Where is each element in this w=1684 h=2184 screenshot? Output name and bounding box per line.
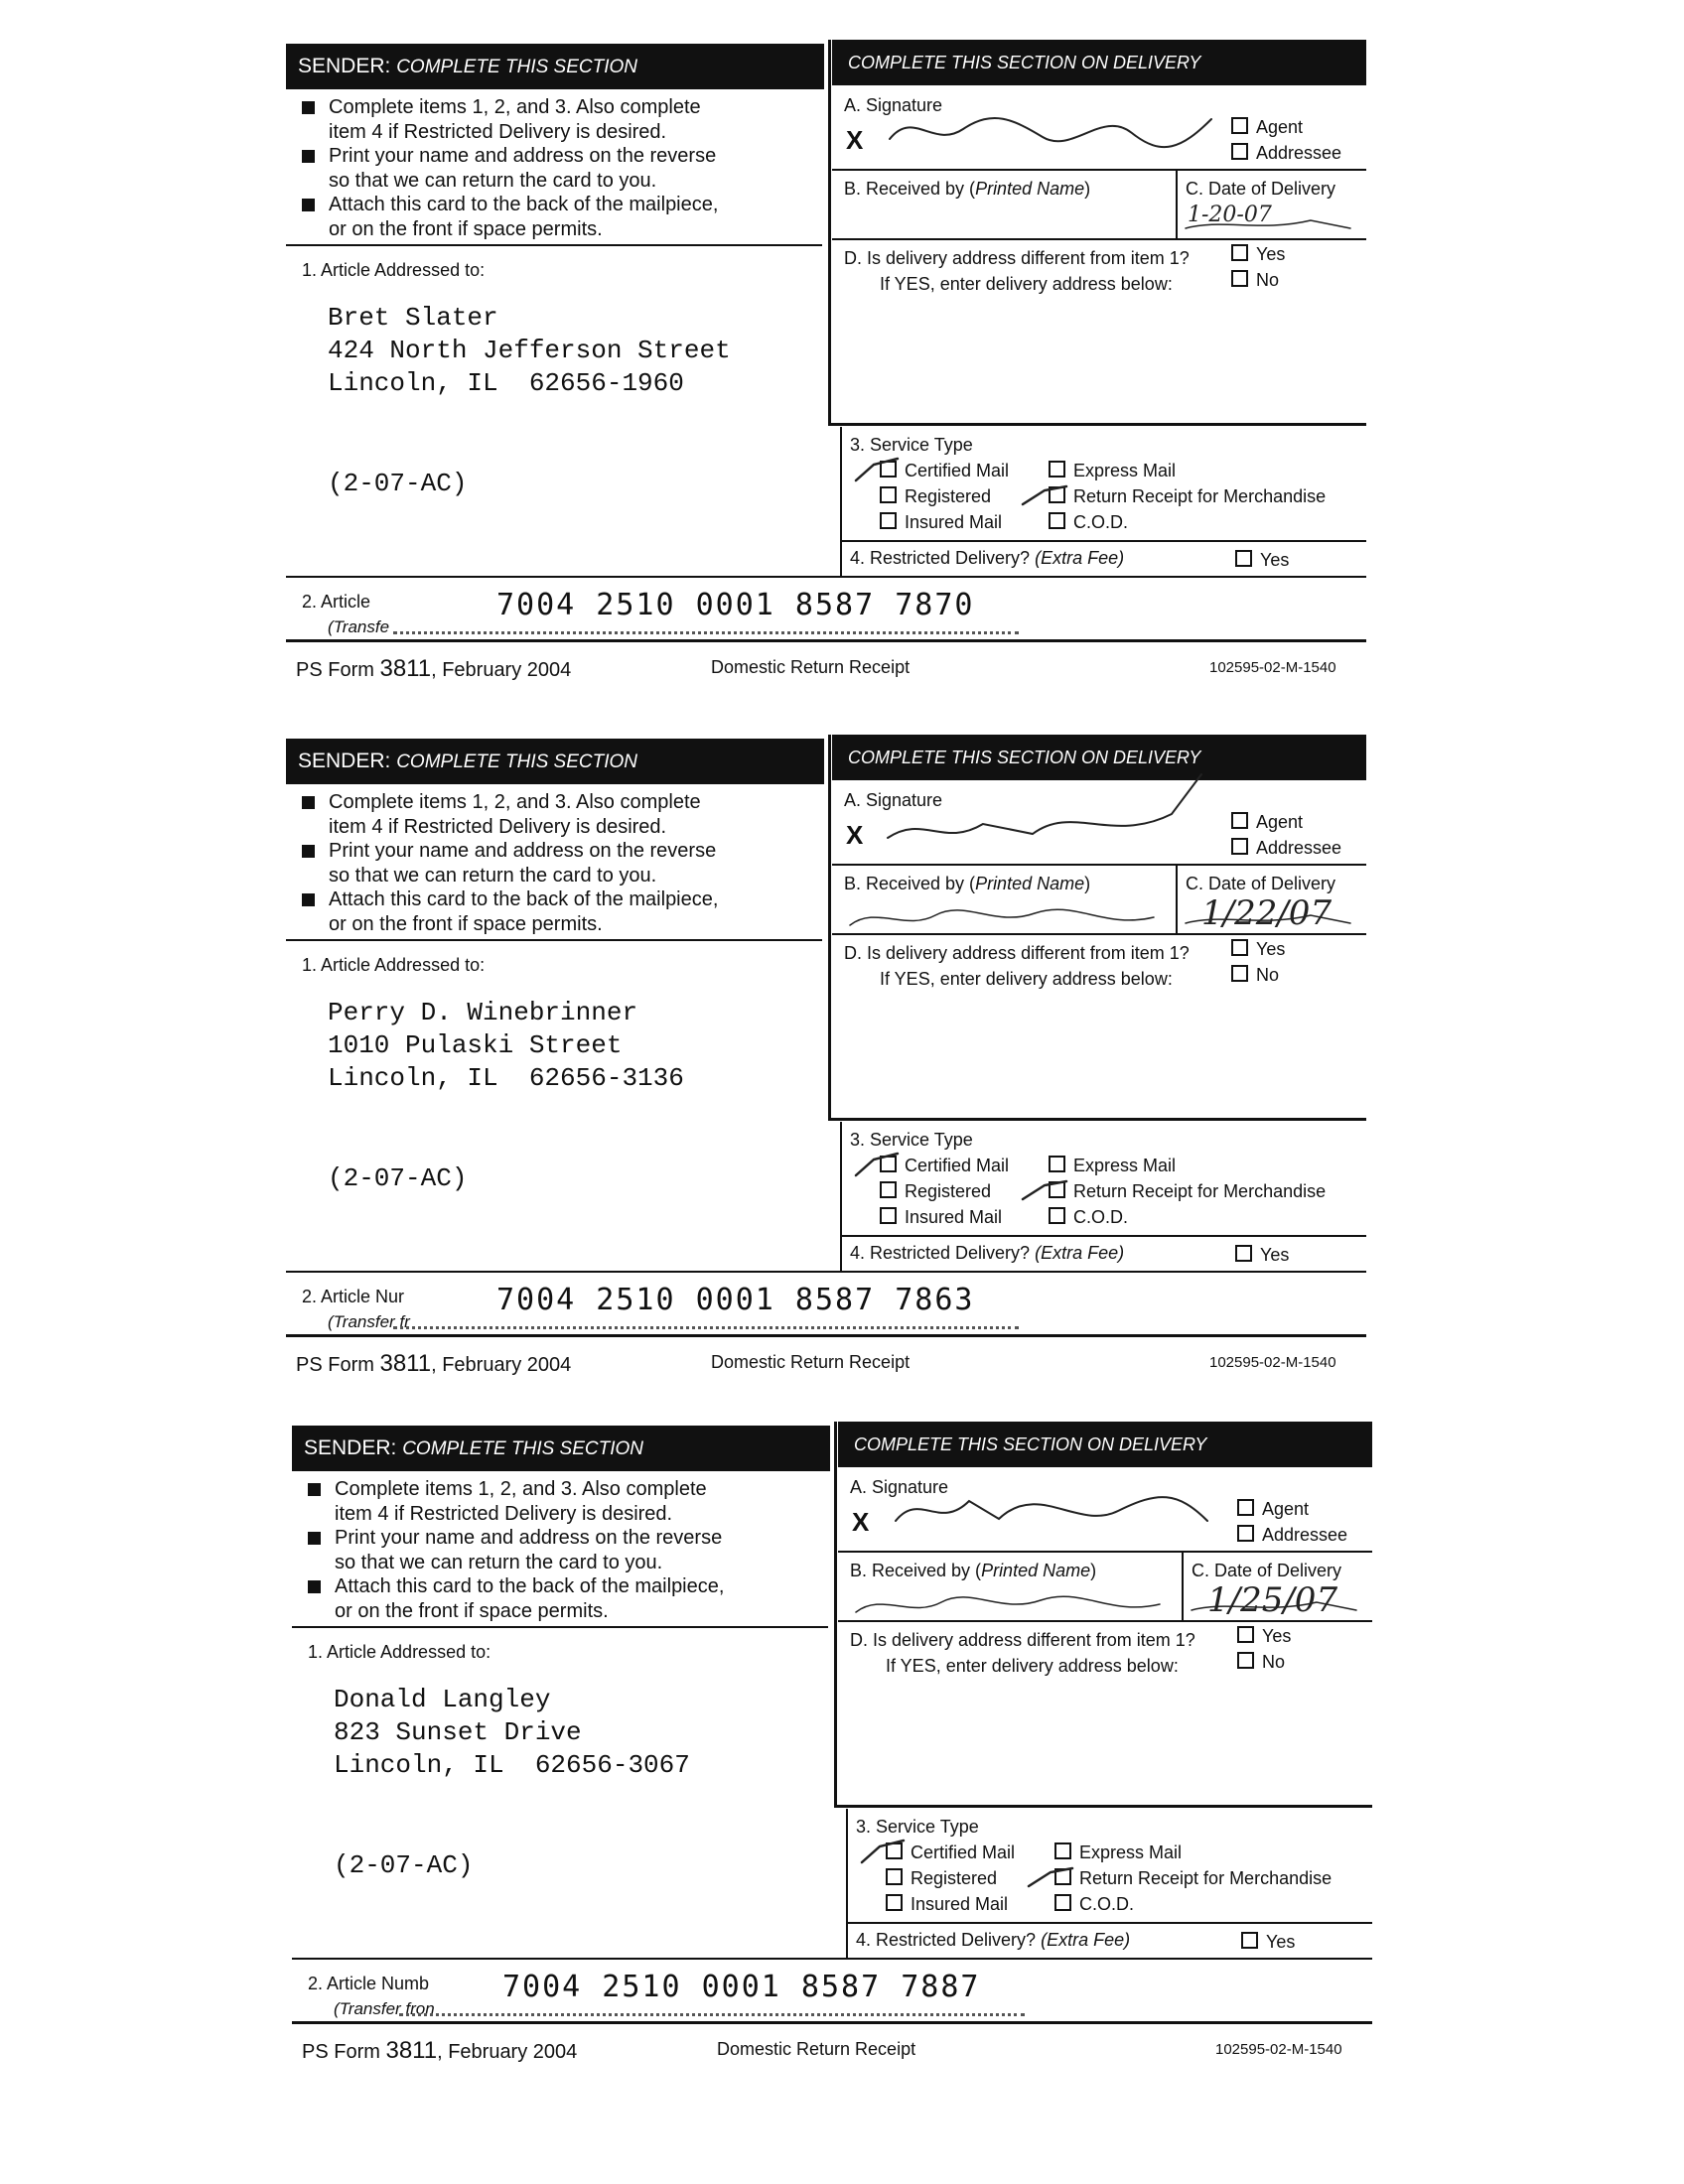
delivery-frame-bottom bbox=[828, 1118, 1366, 1121]
delivery-frame-left bbox=[828, 40, 831, 425]
transfer-label: (Transfer fron bbox=[334, 1999, 435, 2018]
bullet-icon bbox=[302, 893, 315, 906]
certified-check-mark bbox=[854, 457, 904, 486]
article-addressed-label: 1. Article Addressed to: bbox=[302, 955, 486, 975]
divider bbox=[286, 939, 822, 941]
article-addressed-label: 1. Article Addressed to: bbox=[308, 1642, 491, 1662]
transfer-label: (Transfe bbox=[328, 617, 390, 636]
registered-checkbox[interactable]: Registered bbox=[886, 1868, 997, 1889]
form-title: Domestic Return Receipt bbox=[711, 1352, 911, 1372]
divider bbox=[840, 540, 1366, 542]
restricted-delivery-label: 4. Restricted Delivery? (Extra Fee) bbox=[850, 1243, 1125, 1263]
delivery-diff-label: D. Is delivery address different from item 1? bbox=[844, 943, 1190, 963]
mailing-code: (2-07-AC) bbox=[328, 469, 468, 498]
article-number-line bbox=[393, 1326, 1019, 1329]
return-receipt-check-mark bbox=[1021, 484, 1070, 512]
bullet-icon bbox=[302, 845, 315, 858]
delivery-frame-left bbox=[834, 1422, 837, 1807]
service-type-label: 3. Service Type bbox=[850, 1130, 973, 1150]
mailing-code: (2-07-AC) bbox=[328, 1163, 468, 1193]
divider bbox=[840, 1122, 842, 1271]
article-number: 7004 2510 0001 8587 7870 bbox=[496, 588, 975, 622]
bullet-icon bbox=[308, 1580, 321, 1593]
cod-checkbox[interactable]: C.O.D. bbox=[1054, 1894, 1134, 1915]
certified-mail-checkbox[interactable]: Certified Mail bbox=[886, 1843, 1015, 1863]
handwritten-signature bbox=[884, 109, 1221, 169]
agent-checkbox[interactable]: Agent bbox=[1231, 117, 1303, 138]
recipient-address: Perry D. Winebrinner 1010 Pulaski Street Lincoln, IL 62656-3136 bbox=[328, 998, 684, 1093]
divider bbox=[840, 1235, 1366, 1237]
sender-instructions: Complete items 1, 2, and 3. Also complete item 4 if Restricted Delivery is desired. Print your name and address on the reverse so that we can return the card to you. Attach this card to the back of the mailpiece, or on the front if space permits. bbox=[304, 1477, 820, 1623]
bullet-icon bbox=[302, 796, 315, 809]
bullet-icon bbox=[308, 1483, 321, 1496]
date-of-delivery-label: C. Date of Delivery bbox=[1192, 1561, 1342, 1580]
diff-no-checkbox[interactable]: No bbox=[1237, 1652, 1285, 1673]
divider bbox=[846, 1922, 1372, 1924]
divider bbox=[846, 1809, 848, 1958]
received-by-label: B. Received by (Printed Name) bbox=[844, 874, 1091, 893]
divider bbox=[838, 1551, 1372, 1553]
delivery-frame-left bbox=[828, 735, 831, 1120]
signature-x-mark: X bbox=[852, 1507, 870, 1537]
diff-yes-checkbox[interactable]: Yes bbox=[1231, 939, 1285, 960]
sender-instructions: Complete items 1, 2, and 3. Also complete item 4 if Restricted Delivery is desired. Print your name and address on the reverse so that we can return the card to you. Attach this card to the back of the mailpiece, or on the front if space permits. bbox=[298, 790, 814, 936]
divider bbox=[286, 1334, 1366, 1337]
diff-no-checkbox[interactable]: No bbox=[1231, 270, 1279, 291]
insured-mail-checkbox[interactable]: Insured Mail bbox=[886, 1894, 1008, 1915]
registered-checkbox[interactable]: Registered bbox=[880, 1181, 991, 1202]
divider bbox=[840, 427, 842, 576]
sender-instructions: Complete items 1, 2, and 3. Also complete item 4 if Restricted Delivery is desired. Print your name and address on the reverse so that we can return the card to you. Attach this card to the back of the mailpiece, or on the front if space permits. bbox=[298, 95, 814, 241]
article-number-label: 2. Article Numb bbox=[308, 1974, 430, 1993]
return-receipt-checkbox[interactable]: Return Receipt for Merchandise bbox=[1049, 1181, 1326, 1202]
diff-no-checkbox[interactable]: No bbox=[1231, 965, 1279, 986]
addressee-checkbox[interactable]: Addressee bbox=[1237, 1525, 1347, 1546]
return-receipt-checkbox[interactable]: Return Receipt for Merchandise bbox=[1054, 1868, 1332, 1889]
agent-checkbox[interactable]: Agent bbox=[1237, 1499, 1309, 1520]
restricted-yes-checkbox[interactable]: Yes bbox=[1241, 1932, 1295, 1953]
delivery-frame-bottom bbox=[828, 423, 1366, 426]
signature-x-mark: X bbox=[846, 820, 864, 850]
restricted-yes-checkbox[interactable]: Yes bbox=[1235, 550, 1289, 571]
article-addressed-label: 1. Article Addressed to: bbox=[302, 260, 486, 280]
form-id: PS Form 3811, February 2004 bbox=[296, 655, 572, 682]
form-title: Domestic Return Receipt bbox=[717, 2039, 916, 2059]
divider bbox=[832, 238, 1366, 240]
express-mail-checkbox[interactable]: Express Mail bbox=[1054, 1843, 1182, 1863]
cod-checkbox[interactable]: C.O.D. bbox=[1049, 512, 1128, 533]
bullet-icon bbox=[308, 1532, 321, 1545]
certified-check-mark bbox=[854, 1152, 904, 1181]
date-of-delivery-label: C. Date of Delivery bbox=[1186, 179, 1336, 199]
article-number: 7004 2510 0001 8587 7863 bbox=[496, 1283, 975, 1317]
signature-label: A. Signature bbox=[850, 1477, 949, 1497]
form-id: PS Form 3811, February 2004 bbox=[302, 2037, 578, 2064]
express-mail-checkbox[interactable]: Express Mail bbox=[1049, 1156, 1176, 1176]
article-number-line bbox=[393, 631, 1019, 634]
divider bbox=[292, 2021, 1372, 2024]
insured-mail-checkbox[interactable]: Insured Mail bbox=[880, 512, 1002, 533]
article-number-label: 2. Article Nur bbox=[302, 1287, 405, 1306]
divider bbox=[832, 864, 1366, 866]
article-number: 7004 2510 0001 8587 7887 bbox=[502, 1970, 981, 2004]
handwritten-date-of-delivery: 1/25/07 bbox=[1207, 1580, 1338, 1620]
mailing-code: (2-07-AC) bbox=[334, 1850, 474, 1880]
sender-section-header: SENDER: COMPLETE THIS SECTION bbox=[292, 1426, 830, 1471]
recipient-address: Donald Langley 823 Sunset Drive Lincoln, IL 62656-3067 bbox=[334, 1685, 690, 1780]
divider bbox=[1176, 864, 1178, 933]
return-receipt-card-2 bbox=[0, 735, 1684, 1410]
form-code: 102595-02-M-1540 bbox=[1209, 659, 1336, 676]
diff-yes-checkbox[interactable]: Yes bbox=[1237, 1626, 1291, 1647]
cod-checkbox[interactable]: C.O.D. bbox=[1049, 1207, 1128, 1228]
received-by-label: B. Received by (Printed Name) bbox=[850, 1561, 1097, 1580]
divider bbox=[286, 1271, 1366, 1273]
divider bbox=[832, 169, 1366, 171]
certified-mail-checkbox[interactable]: Certified Mail bbox=[880, 461, 1009, 481]
bullet-icon bbox=[302, 150, 315, 163]
delivery-diff-label: D. Is delivery address different from item 1? bbox=[844, 248, 1190, 268]
delivery-frame-bottom bbox=[834, 1805, 1372, 1808]
received-by-label: B. Received by (Printed Name) bbox=[844, 179, 1091, 199]
sender-section-header: SENDER: COMPLETE THIS SECTION bbox=[286, 739, 824, 784]
service-type-label: 3. Service Type bbox=[850, 435, 973, 455]
article-number-line bbox=[399, 2013, 1025, 2016]
certified-check-mark bbox=[860, 1839, 910, 1868]
bullet-icon bbox=[302, 199, 315, 211]
handwritten-received-name bbox=[846, 901, 1164, 935]
handwritten-signature bbox=[884, 804, 1221, 864]
signature-label: A. Signature bbox=[844, 790, 943, 810]
delivery-diff-label: D. Is delivery address different from item 1? bbox=[850, 1630, 1195, 1650]
return-receipt-check-mark bbox=[1021, 1179, 1070, 1207]
sender-section-header: SENDER: COMPLETE THIS SECTION bbox=[286, 44, 824, 89]
registered-checkbox[interactable]: Registered bbox=[880, 486, 991, 507]
form-code: 102595-02-M-1540 bbox=[1209, 1354, 1336, 1371]
delivery-section-header: COMPLETE THIS SECTION ON DELIVERY bbox=[832, 40, 1366, 85]
if-yes-label: If YES, enter delivery address below: bbox=[880, 274, 1173, 294]
delivery-section-header: COMPLETE THIS SECTION ON DELIVERY bbox=[838, 1422, 1372, 1467]
return-receipt-card-1 bbox=[0, 40, 1684, 715]
if-yes-label: If YES, enter delivery address below: bbox=[880, 969, 1173, 989]
addressee-checkbox[interactable]: Addressee bbox=[1231, 838, 1341, 859]
return-receipt-checkbox[interactable]: Return Receipt for Merchandise bbox=[1049, 486, 1326, 507]
restricted-yes-checkbox[interactable]: Yes bbox=[1235, 1245, 1289, 1266]
express-mail-checkbox[interactable]: Express Mail bbox=[1049, 461, 1176, 481]
divider bbox=[1182, 1551, 1184, 1620]
restricted-delivery-label: 4. Restricted Delivery? (Extra Fee) bbox=[850, 548, 1125, 568]
diff-yes-checkbox[interactable]: Yes bbox=[1231, 244, 1285, 265]
insured-mail-checkbox[interactable]: Insured Mail bbox=[880, 1207, 1002, 1228]
return-receipt-check-mark bbox=[1027, 1866, 1076, 1894]
divider bbox=[286, 576, 1366, 578]
signature-x-mark: X bbox=[846, 125, 864, 155]
transfer-label: (Transfer fr bbox=[328, 1312, 410, 1331]
agent-checkbox[interactable]: Agent bbox=[1231, 812, 1303, 833]
return-receipt-card-3 bbox=[6, 1422, 1684, 2097]
form-id: PS Form 3811, February 2004 bbox=[296, 1350, 572, 1377]
addressee-checkbox[interactable]: Addressee bbox=[1231, 143, 1341, 164]
divider bbox=[292, 1626, 828, 1628]
date-of-delivery-label: C. Date of Delivery bbox=[1186, 874, 1336, 893]
article-number-label: 2. Article bbox=[302, 592, 371, 612]
restricted-delivery-label: 4. Restricted Delivery? (Extra Fee) bbox=[856, 1930, 1131, 1950]
certified-mail-checkbox[interactable]: Certified Mail bbox=[880, 1156, 1009, 1176]
signature-label: A. Signature bbox=[844, 95, 943, 115]
handwritten-received-name bbox=[852, 1588, 1170, 1622]
divider bbox=[292, 1958, 1372, 1960]
handwritten-date-of-delivery: 1/22/07 bbox=[1201, 893, 1333, 933]
recipient-address: Bret Slater 424 North Jefferson Street Lincoln, IL 62656-1960 bbox=[328, 303, 731, 398]
service-type-label: 3. Service Type bbox=[856, 1817, 979, 1837]
divider bbox=[286, 639, 1366, 642]
divider bbox=[286, 244, 822, 246]
form-title: Domestic Return Receipt bbox=[711, 657, 911, 677]
handwritten-signature bbox=[890, 1491, 1227, 1551]
delivery-section-header: COMPLETE THIS SECTION ON DELIVERY bbox=[832, 735, 1366, 780]
bullet-icon bbox=[302, 101, 315, 114]
divider bbox=[1176, 169, 1178, 238]
handwritten-date-of-delivery: 1-20-07 bbox=[1188, 203, 1272, 227]
form-code: 102595-02-M-1540 bbox=[1215, 2041, 1342, 2058]
if-yes-label: If YES, enter delivery address below: bbox=[886, 1656, 1179, 1676]
